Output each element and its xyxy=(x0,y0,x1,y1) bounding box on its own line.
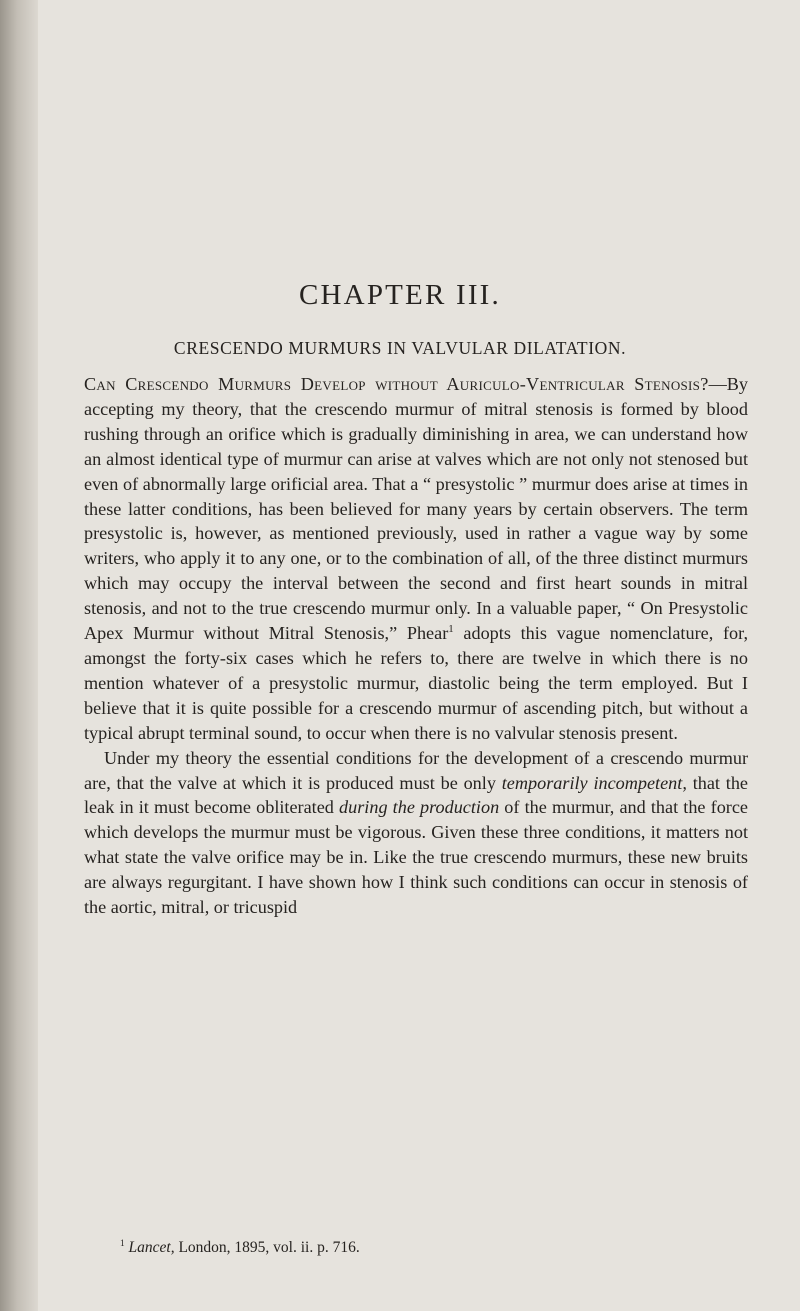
paragraph-1 xyxy=(84,372,748,746)
page-gutter-shadow xyxy=(0,0,38,1311)
footnote-reference[interactable]: 1 xyxy=(448,623,454,635)
emphasis-temporarily-incompetent: temporarily incompetent, xyxy=(501,772,687,793)
body-text xyxy=(84,372,748,920)
footnote-text: London, 1895, vol. ii. p. 716. xyxy=(174,1239,360,1256)
chapter-title: CHAPTER III. xyxy=(298,279,501,311)
section-heading: Can Crescendo Murmurs Develop without Auriculo-Ventricular Stenosis? xyxy=(84,374,709,394)
paragraph-1-text-a: —By accepting my theory, that the crescendo murmur of mitral stenosis is formed by blood rushing through an orifice which is gradually diminishing in area, we can understand how an almost identical type of murmur can arise at valves which are not only not stenosed but even of abnormally large orificial area. That a “ presystolic ” murmur does arise at times in these latter conditions, has been believed for many years by certain observers. The term presystolic is, however, as mentioned previously, used in rather a vague way by some writers, who apply it to any one, or to the combination of all, of the three distinct murmurs which may occupy the interval between the second and first heart sounds in mitral stenosis, and not to the true crescendo murmur only. In a valuable paper, “ On Presystolic Apex Murmur without Mitral Stenosis,” Phear xyxy=(84,374,748,644)
emphasis-during-production: during the production xyxy=(339,797,500,818)
paragraph-2-text-a: Under my theory the essential conditions for the development of a crescendo murmur are, that the valve at which it is produced must be only xyxy=(84,747,748,793)
paragraph-1-text-b: adopts this vague nomenclature, for, amongst the forty-six cases which he refers to, there are twelve in which there is no mention whatever of a presystolic murmur, diastolic being the term employed. But I believe that it is quite possible for a crescendo murmur of ascending pitch, but without a typical abrupt terminal sound, to occur when there is no valvular stenosis present. xyxy=(84,623,748,743)
chapter-subtitle: CRESCENDO MURMURS IN VALVULAR DILATATION. xyxy=(173,338,627,358)
footnote-source: Lancet, xyxy=(128,1239,175,1256)
footnote-marker: 1 xyxy=(120,1238,125,1249)
paragraph-2 xyxy=(84,746,748,920)
paragraph-2-text-b: that the leak in it must become obliterated xyxy=(84,772,748,818)
paragraph-2-text-c: of the murmur, and that the force which develops the murmur must be vigorous. Given these three conditions, it matters not what state the valve orifice may be in. Like the true crescendo murmurs, these new bruits are always regurgitant. I have shown how I think such conditions can occur in stenosis of the aortic, mitral, or tricuspid xyxy=(84,797,748,918)
footnote xyxy=(120,1238,740,1258)
